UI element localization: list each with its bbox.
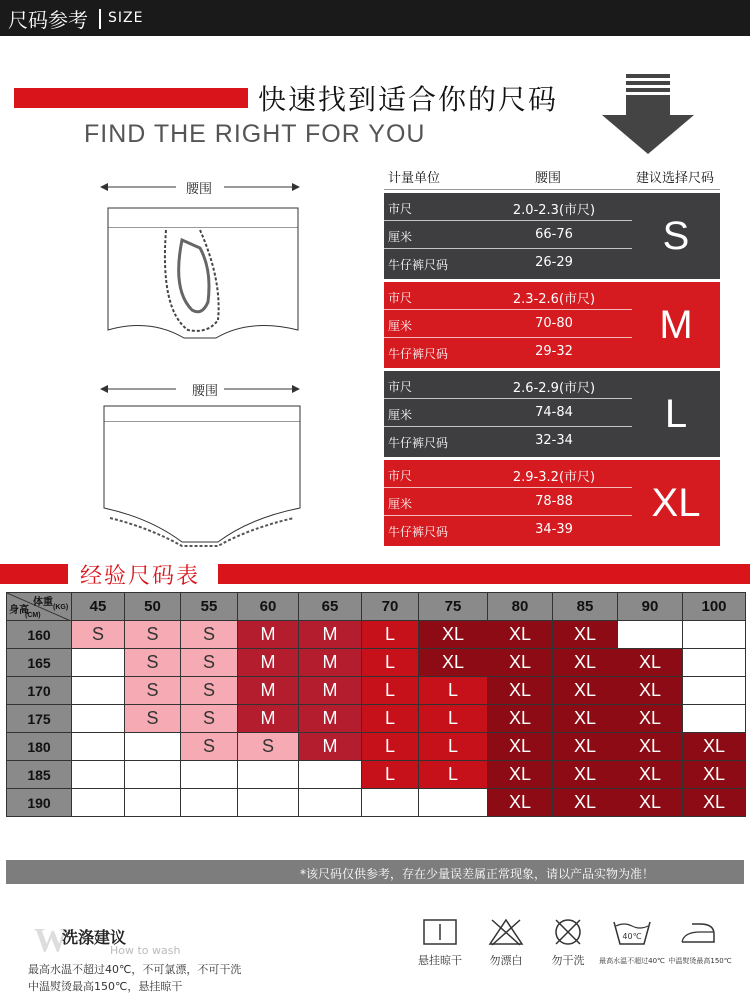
grid-row [7,649,746,677]
size-letter: L [664,391,688,436]
disclaimer-note: *该尺码仅供参考，存在少量误差属正常现象，请以产品实物为准！ [300,867,655,881]
size-cell: XL [553,733,618,761]
hang-dry-label: 悬挂晾干 [418,954,462,967]
waist-value: 26-29 [535,255,573,270]
height-header: 190 [7,789,72,817]
wash-40-label: 最高水温不超过40℃ [599,957,665,965]
no-bleach-icon [486,918,526,946]
size-cell: XL [419,649,488,677]
size-cell: XL [683,733,746,761]
corner-weight-unit: (KG) [53,604,69,611]
experience-table-title: 经验尺码表 [80,564,201,589]
waist-value: 2.9-3.2(市尺) [512,470,596,485]
size-cell: L [362,677,419,705]
wash-logo-letter: W [34,922,68,959]
weight-header: 90 [618,593,683,621]
size-cell: L [362,733,419,761]
unit-label: 市尺 [388,380,413,394]
size-cell: L [419,705,488,733]
page-title: 尺码参考 [8,8,88,32]
size-cell: L [362,621,419,649]
waist-label-1: 腰围 [186,182,213,197]
size-cell [618,621,683,649]
waist-value: 32-34 [535,433,573,448]
unit-label: 牛仔裤尺码 [388,525,449,539]
wash-title: 洗涤建议 [62,928,127,947]
grid-row [7,789,746,817]
size-cell [125,733,181,761]
weight-header: 65 [299,593,362,621]
size-cell: XL [488,677,553,705]
size-cell: S [125,677,181,705]
wash-instruction-2: 中温熨烫最高150℃，悬挂晾干 [28,980,183,993]
size-cell: XL [618,649,683,677]
corner-height-label: 身高 [9,605,29,616]
size-table-header [384,163,720,190]
waist-value: 78-88 [535,494,573,509]
size-cell [683,705,746,733]
size-cell: S [238,733,299,761]
height-header: 165 [7,649,72,677]
size-cell [72,649,125,677]
size-cell: S [181,677,238,705]
size-group-l [384,371,720,457]
size-cell: S [125,621,181,649]
waist-value: 2.3-2.6(市尺) [512,292,596,307]
size-cell: XL [488,733,553,761]
size-cell [299,789,362,817]
size-cell [72,761,125,789]
section-red-bar-left [0,564,68,584]
size-cell: XL [488,621,553,649]
no-dry-clean-label: 勿干洗 [551,954,585,967]
unit-label: 牛仔裤尺码 [388,258,449,272]
hero-red-bar [14,88,248,108]
size-cell [238,761,299,789]
size-cell: S [125,705,181,733]
no-bleach-label: 勿漂白 [489,954,523,967]
waist-value: 66-76 [535,227,573,242]
height-header: 185 [7,761,72,789]
size-cell: M [299,705,362,733]
size-cell: XL [488,649,553,677]
waist-value: 74-84 [535,405,573,420]
unit-label: 市尺 [388,469,413,483]
size-cell: XL [553,789,618,817]
size-cell [683,649,746,677]
size-cell [181,761,238,789]
down-arrow-icon [598,74,698,158]
title-divider [99,9,101,29]
height-header: 175 [7,705,72,733]
weight-header: 60 [238,593,299,621]
waist-value: 2.6-2.9(市尺) [512,381,596,396]
size-cell: S [181,705,238,733]
hero-title: 快速找到适合你的尺码 [258,83,559,116]
waist-value: 29-32 [535,344,573,359]
size-cell [125,789,181,817]
size-cell: XL [553,705,618,733]
unit-label: 市尺 [388,202,413,216]
weight-header: 70 [362,593,419,621]
waist-label-2: 腰围 [192,384,219,399]
size-cell [299,761,362,789]
size-cell: XL [618,733,683,761]
size-cell: XL [553,621,618,649]
size-cell: L [419,761,488,789]
weight-header: 100 [683,593,746,621]
size-cell: L [362,705,419,733]
size-cell: XL [553,649,618,677]
size-cell [238,789,299,817]
wash-instruction-1: 最高水温不超过40℃，不可氯漂，不可干洗 [28,963,242,976]
waist-value: 2.0-2.3(市尺) [512,203,596,218]
height-header: 180 [7,733,72,761]
size-cell: L [419,733,488,761]
grid-row [7,733,746,761]
unit-label: 厘米 [388,497,413,511]
brief-diagram [90,378,310,553]
corner-weight-label: 体重 [33,597,53,608]
grid-row [7,761,746,789]
size-cell [72,677,125,705]
weight-header: 55 [181,593,238,621]
size-cell: M [299,621,362,649]
size-cell: XL [419,621,488,649]
size-cell: M [299,733,362,761]
unit-label: 厘米 [388,408,413,422]
hero-subtitle: FIND THE RIGHT FOR YOU [84,120,426,148]
header-unit: 计量单位 [388,170,441,186]
size-group-m [384,282,720,368]
size-cell: XL [618,761,683,789]
size-cell: S [181,621,238,649]
wash-40-text: 40℃ [622,932,642,941]
weight-header: 50 [125,593,181,621]
grid-row [7,705,746,733]
size-cell [125,761,181,789]
iron-icon [678,918,718,946]
size-cell: XL [488,705,553,733]
iron-label: 中温熨烫最高150℃ [668,957,732,965]
no-dry-clean-icon [548,918,588,946]
size-cell: S [181,649,238,677]
size-cell: XL [618,677,683,705]
experience-size-grid [6,592,746,817]
size-cell: M [299,649,362,677]
size-cell: XL [553,761,618,789]
size-cell [181,789,238,817]
grid-corner [7,593,72,621]
size-cell [683,621,746,649]
size-cell [419,789,488,817]
wash-subtitle: How to wash [110,944,181,957]
size-cell: L [362,649,419,677]
size-cell: XL [618,789,683,817]
grid-row [7,621,746,649]
unit-label: 市尺 [388,291,413,305]
size-cell: M [238,677,299,705]
size-cell: S [181,733,238,761]
hang-dry-icon [420,918,460,946]
size-cell: XL [553,677,618,705]
size-cell: XL [683,761,746,789]
size-cell [683,677,746,705]
height-header: 170 [7,677,72,705]
wash-40-icon [612,918,652,946]
page-subtitle: SIZE [108,10,144,26]
unit-label: 牛仔裤尺码 [388,436,449,450]
size-cell: L [419,677,488,705]
size-cell: S [72,621,125,649]
waist-value: 70-80 [535,316,573,331]
size-cell: XL [683,789,746,817]
size-table [384,163,720,546]
size-cell [362,789,419,817]
size-letter: M [659,302,693,347]
size-cell: XL [618,705,683,733]
size-letter: XL [651,480,701,525]
unit-label: 厘米 [388,319,413,333]
waist-value: 34-39 [535,522,573,537]
header-waist: 腰围 [534,170,561,186]
weight-header: 80 [488,593,553,621]
height-header: 160 [7,621,72,649]
top-header-bar [0,0,750,36]
weight-header: 75 [419,593,488,621]
size-cell: M [299,677,362,705]
unit-label: 牛仔裤尺码 [388,347,449,361]
size-cell: S [125,649,181,677]
corner-height-unit: (CM) [25,612,41,619]
size-cell: XL [488,789,553,817]
header-suggested-size: 建议选择尺码 [635,170,714,186]
size-group-xl [384,460,720,546]
size-cell [72,733,125,761]
size-cell: M [238,705,299,733]
grid-row [7,677,746,705]
size-group-s [384,193,720,279]
weight-header: 85 [553,593,618,621]
size-cell: M [238,621,299,649]
size-cell [72,789,125,817]
size-letter: S [662,213,690,258]
size-cell: L [362,761,419,789]
section-red-bar-right [218,564,750,584]
size-cell: M [238,649,299,677]
size-cell [72,705,125,733]
unit-label: 厘米 [388,230,413,244]
weight-header: 45 [72,593,125,621]
boxer-brief-diagram [90,170,310,355]
grid-header-row [7,593,746,621]
size-cell: XL [488,761,553,789]
